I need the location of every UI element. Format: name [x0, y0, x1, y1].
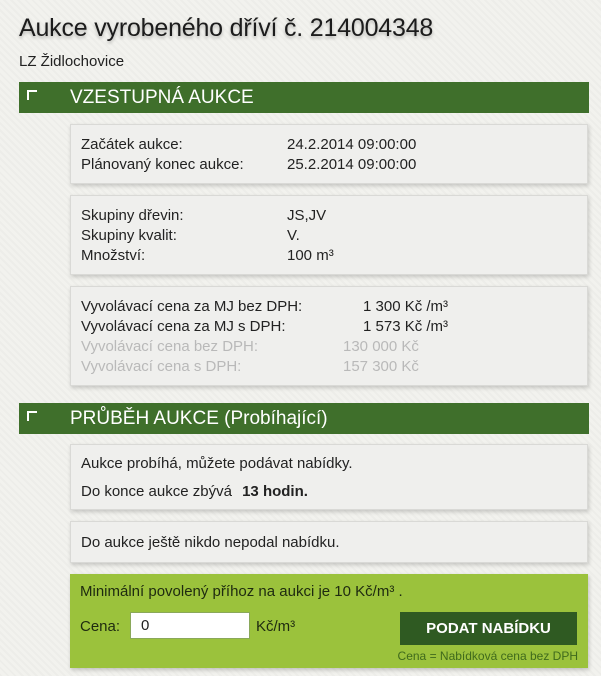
timing-box	[70, 124, 588, 184]
remaining-value: 13 hodin.	[242, 483, 308, 500]
quality-label: Skupiny kvalit:	[81, 227, 177, 244]
amount-label: Množství:	[81, 247, 146, 264]
unit-price-vat-label: Vyvolávací cena za MJ s DPH:	[81, 318, 286, 335]
price-unit: Kč/m³	[256, 618, 296, 635]
total-price-vat-label: Vyvolávací cena s DPH:	[81, 358, 242, 375]
remaining-row	[81, 482, 308, 502]
section-title-progress: PRŮBĚH AUKCE (Probíhající)	[70, 408, 328, 429]
unit-price-vat-value: 1 573 Kč /m³	[363, 318, 449, 335]
bid-form	[70, 574, 588, 668]
end-label: Plánovaný konec aukce:	[81, 156, 244, 173]
start-value: 24.2.2014 09:00:00	[287, 136, 417, 153]
section-header-ascending	[19, 82, 589, 113]
corner-mark-icon	[27, 411, 37, 421]
total-price-vat-value: 157 300 Kč	[343, 358, 419, 375]
unit-price-no-vat-value: 1 300 Kč /m³	[363, 298, 449, 315]
price-box	[70, 286, 588, 386]
section-title-ascending: VZESTUPNÁ AUKCE	[70, 87, 254, 108]
amount-value: 100 m³	[287, 247, 334, 264]
start-label: Začátek aukce:	[81, 136, 183, 153]
page-title: Aukce vyrobeného dříví č. 214004348	[19, 14, 434, 42]
price-label: Cena:	[80, 618, 121, 635]
corner-mark-icon	[27, 90, 37, 100]
min-increment-text: Minimální povolený příhoz na aukci je 10 Kč/m³ .	[80, 583, 403, 600]
wood-box	[70, 195, 588, 275]
species-label: Skupiny dřevin:	[81, 207, 184, 224]
total-price-no-vat-label: Vyvolávací cena bez DPH:	[81, 338, 259, 355]
price-input[interactable]	[130, 612, 250, 639]
bids-box	[70, 521, 588, 563]
price-note: Cena = Nabídková cena bez DPH	[397, 649, 578, 663]
end-value: 25.2.2014 09:00:00	[287, 156, 417, 173]
no-bids-message: Do aukce ještě nikdo nepodal nabídku.	[81, 534, 340, 551]
location-subtitle: LZ Židlochovice	[19, 53, 125, 70]
total-price-no-vat-value: 130 000 Kč	[343, 338, 419, 355]
quality-value: V.	[287, 227, 300, 244]
species-value: JS,JV	[287, 207, 327, 224]
status-box	[70, 444, 588, 510]
unit-price-no-vat-label: Vyvolávací cena za MJ bez DPH:	[81, 298, 303, 315]
remaining-label: Do konce aukce zbývá	[81, 483, 232, 500]
section-header-progress	[19, 403, 589, 434]
submit-bid-button[interactable]: PODAT NABÍDKU	[400, 612, 577, 645]
status-message: Aukce probíhá, můžete podávat nabídky.	[81, 455, 353, 472]
